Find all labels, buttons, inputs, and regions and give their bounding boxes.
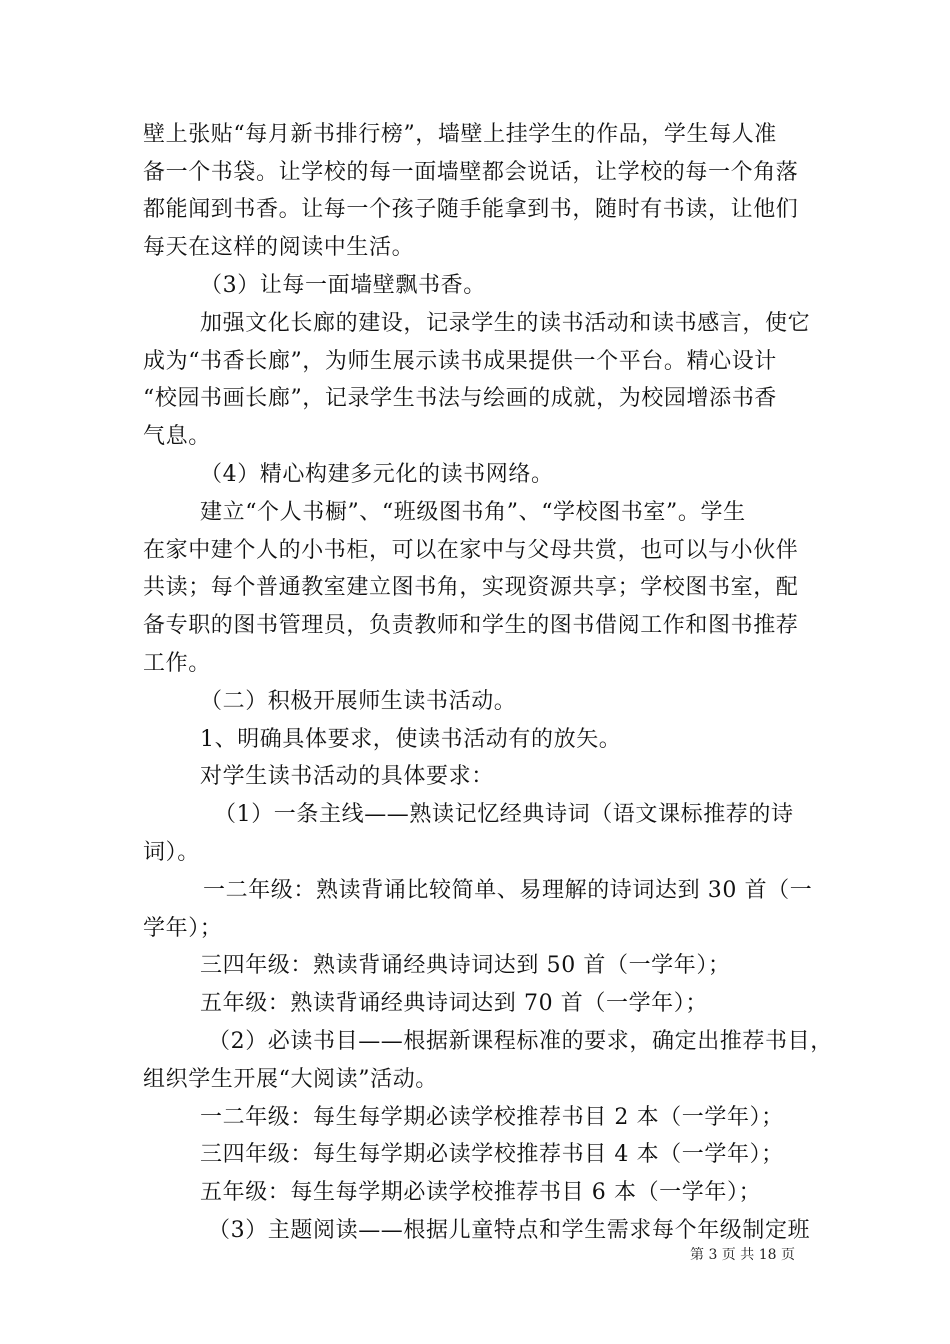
list-heading: （3）主题阅读——根据儿童特点和学生需求每个年级制定班	[208, 1218, 811, 1243]
paragraph-line: 都能闻到书香。让每一个孩子随手能拿到书，随时有书读，让他们	[143, 197, 799, 222]
paragraph-line: 在家中建个人的小书柜，可以在家中与父母共赏，也可以与小伙伴	[143, 538, 799, 563]
list-item: 三四年级：熟读背诵经典诗词达到 50 首（一学年）；	[200, 953, 731, 978]
paragraph-line: 备专职的图书管理员，负责教师和学生的图书借阅工作和图书推荐	[143, 613, 799, 638]
list-item: 三四年级：每生每学期必读学校推荐书目 4 本（一学年）；	[200, 1142, 784, 1167]
list-item: 五年级：每生每学期必读学校推荐书目 6 本（一学年）；	[200, 1180, 762, 1205]
list-item: 五年级：熟读背诵经典诗词达到 70 首（一学年）；	[200, 991, 708, 1016]
paragraph-line: 学年）；	[143, 916, 223, 941]
paragraph-line: 组织学生开展“大阅读”活动。	[143, 1067, 438, 1092]
paragraph-line: 词）。	[143, 840, 200, 865]
section-heading: （二）积极开展师生读书活动。	[200, 689, 517, 714]
paragraph-line: 壁上张贴“每月新书排行榜”，墙壁上挂学生的作品，学生每人准	[143, 122, 777, 147]
page-number: 第 3 页 共 18 页	[690, 1247, 795, 1263]
paragraph-line: 对学生读书活动的具体要求：	[200, 764, 494, 789]
paragraph-line: 建立“个人书橱”、“班级图书角”、“学校图书室”。学生	[200, 500, 746, 525]
paragraph-line: 共读；每个普通教室建立图书角，实现资源共享；学校图书室，配	[143, 575, 799, 600]
paragraph-line: 每天在这样的阅读中生活。	[143, 235, 415, 260]
list-item: 一二年级：每生每学期必读学校推荐书目 2 本（一学年）；	[200, 1105, 784, 1130]
paragraph-line: 气息。	[143, 424, 211, 449]
subsection-heading: 1、明确具体要求，使读书活动有的放矢。	[200, 727, 622, 752]
paragraph-line: 成为“书香长廊”，为师生展示读书成果提供一个平台。精心设计	[143, 349, 777, 374]
section-heading: （3）让每一面墙壁飘书香。	[200, 273, 486, 298]
paragraph-line: 加强文化长廊的建设，记录学生的读书活动和读书感言，使它	[200, 311, 811, 336]
list-heading: （1）一条主线——熟读记忆经典诗词（语文课标推荐的诗	[214, 802, 794, 827]
paragraph-line: 工作。	[143, 651, 211, 676]
paragraph-line: 备一个书袋。让学校的每一面墙壁都会说话，让学校的每一个角落	[143, 160, 799, 185]
list-item: 一二年级：熟读背诵比较简单、易理解的诗词达到 30 首（一	[203, 878, 813, 903]
paragraph-line: “校园书画长廊”，记录学生书法与绘画的成就，为校园增添书香	[143, 386, 777, 411]
list-heading: （2）必读书目——根据新课程标准的要求，确定出推荐书目，	[208, 1029, 833, 1054]
section-heading: （4）精心构建多元化的读书网络。	[200, 462, 554, 487]
